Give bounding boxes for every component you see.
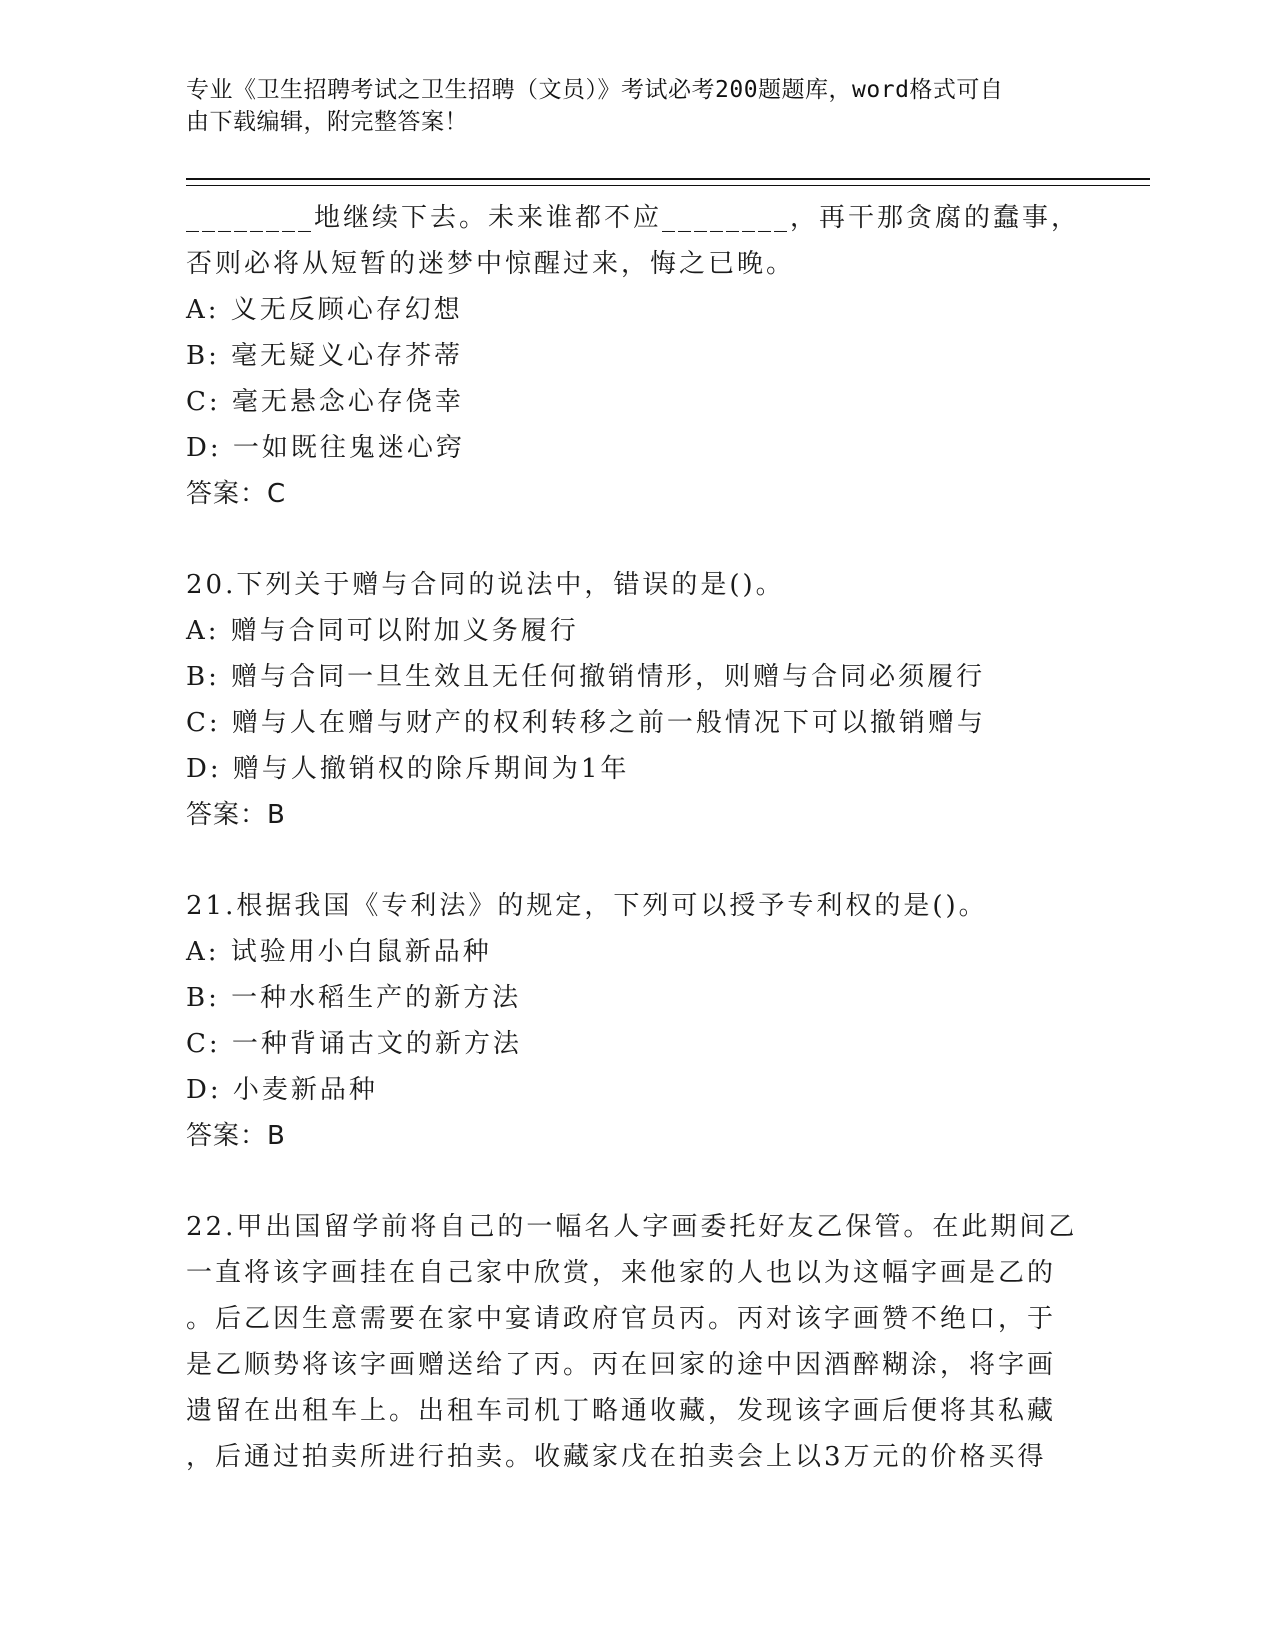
document-body	[186, 195, 1086, 1480]
answer: 答案：C	[186, 479, 287, 509]
option-a: A: 试验用小白鼠新品种	[186, 937, 492, 967]
question-stem-line: 一直将该字画挂在自己家中欣赏，来他家的人也以为这幅字画是乙的	[186, 1258, 1057, 1288]
question-stem-line: ，后通过拍卖所进行拍卖。收藏家戊在拍卖会上以3万元的价格买得	[186, 1442, 1047, 1472]
question-stem: 21.根据我国《专利法》的规定，下列可以授予专利权的是()。	[186, 891, 988, 921]
question-stem-line: 22.甲出国留学前将自己的一幅名人字画委托好友乙保管。在此期间乙	[186, 1212, 1078, 1242]
option-c: C: 赠与人在赠与财产的权利转移之前一般情况下可以撤销赠与	[186, 708, 986, 738]
question-22	[186, 1204, 1086, 1480]
question-21	[186, 883, 1086, 1159]
question-stem-line: 遗留在出租车上。出租车司机丁略通收藏，发现该字画后便将其私藏	[186, 1396, 1057, 1426]
option-d: D: 小麦新品种	[186, 1075, 378, 1105]
question-stem-continuation: ________地继续下去。未来谁都不应________，再干那贪腐的蠢事，	[186, 203, 1081, 233]
option-b: B: 毫无疑义心存芥蒂	[186, 341, 464, 371]
question-stem-line: 是乙顺势将该字画赠送给了丙。丙在回家的途中因酒醉糊涂，将字画	[186, 1350, 1057, 1380]
header-rule-thick	[186, 178, 1150, 180]
option-b: B: 一种水稻生产的新方法	[186, 983, 522, 1013]
option-c: C: 毫无悬念心存侥幸	[186, 387, 464, 417]
question-stem-continuation: 否则必将从短暂的迷梦中惊醒过来，悔之已晚。	[186, 249, 796, 279]
question-stem-line: 。后乙因生意需要在家中宴请政府官员丙。丙对该字画赞不绝口，于	[186, 1304, 1057, 1334]
header-line-2: 由下载编辑，附完整答案！	[186, 109, 468, 135]
answer: 答案：B	[186, 800, 286, 830]
document-header	[186, 74, 1066, 138]
option-c: C: 一种背诵古文的新方法	[186, 1029, 522, 1059]
question-19	[186, 195, 1086, 517]
option-d: D: 一如既往鬼迷心窍	[186, 433, 465, 463]
header-rule-thin	[186, 185, 1150, 186]
header-line-1: 专业《卫生招聘考试之卫生招聘（文员）》考试必考200题题库，word格式可自	[186, 77, 1004, 103]
question-20	[186, 562, 1086, 838]
question-stem: 20.下列关于赠与合同的说法中，错误的是()。	[186, 570, 785, 600]
option-a: A: 赠与合同可以附加义务履行	[186, 616, 579, 646]
option-b: B: 赠与合同一旦生效且无任何撤销情形，则赠与合同必须履行	[186, 662, 986, 692]
option-d: D: 赠与人撤销权的除斥期间为1年	[186, 754, 630, 784]
spacer	[186, 838, 1086, 883]
spacer	[186, 517, 1086, 562]
spacer	[186, 1159, 1086, 1204]
answer: 答案：B	[186, 1121, 286, 1151]
option-a: A: 义无反顾心存幻想	[186, 295, 463, 325]
